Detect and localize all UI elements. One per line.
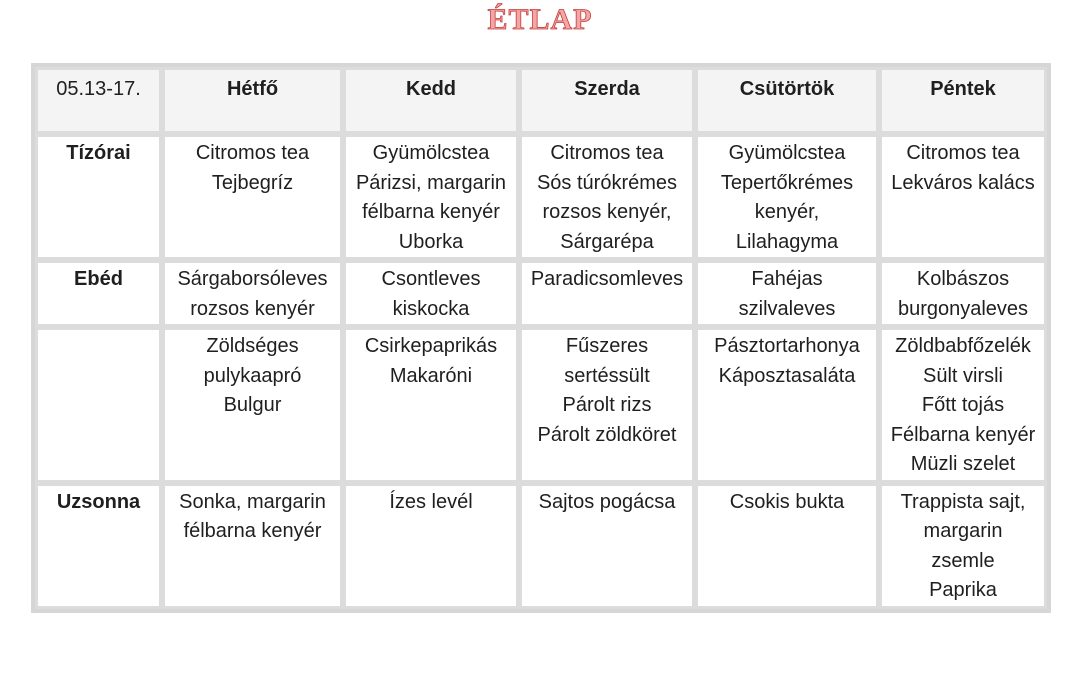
menu-cell bbox=[162, 483, 343, 609]
date-range-cell: 05.13-17. bbox=[35, 67, 162, 134]
menu-item-line: kenyér, bbox=[754, 201, 820, 223]
menu-item-line: Makaróni bbox=[389, 364, 473, 387]
page-title: ÉTLAP bbox=[487, 3, 593, 36]
menu-item-line: Paprika bbox=[929, 579, 997, 601]
menu-cell bbox=[695, 260, 879, 327]
menu-item-line: félbarna kenyér bbox=[183, 520, 322, 542]
menu-item-line: Pásztortarhonya bbox=[714, 335, 860, 357]
menu-cell bbox=[879, 260, 1047, 327]
menu-item-line: Bulgur bbox=[223, 394, 282, 416]
menu-item-line: Zöldbabfőzelék bbox=[895, 335, 1031, 357]
menu-item-line: burgonyaleves bbox=[897, 297, 1029, 320]
menu-item-line: Gyümölcstea bbox=[728, 142, 846, 164]
menu-item-line: zsemle bbox=[931, 549, 995, 572]
menu-item-line: rozsos kenyér bbox=[190, 297, 315, 320]
menu-item-line: Sonka, margarin bbox=[179, 490, 326, 513]
menu-item-line: Zöldséges bbox=[206, 335, 299, 357]
menu-item-line: Trappista sajt, bbox=[900, 490, 1026, 513]
menu-item-line: Félbarna kenyér bbox=[890, 423, 1036, 446]
menu-item-line: Sült virsli bbox=[922, 364, 1003, 387]
meal-label-cell: Uzsonna bbox=[35, 483, 162, 609]
menu-item-line: Csokis bukta bbox=[729, 490, 845, 513]
menu-cell bbox=[343, 483, 519, 609]
menu-table bbox=[31, 63, 1051, 613]
menu-item-line: Kolbászos bbox=[916, 268, 1010, 290]
menu-item-line: Uborka bbox=[398, 230, 464, 253]
day-header-thursday: Csütörtök bbox=[695, 67, 879, 134]
menu-item-line: Lilahagyma bbox=[735, 230, 839, 253]
menu-item-line: margarin bbox=[923, 520, 1003, 542]
meal-row-ebed-soup bbox=[35, 260, 1047, 327]
day-header-monday: Hétfő bbox=[162, 67, 343, 134]
menu-item-line: pulykaapró bbox=[203, 364, 302, 387]
menu-cell bbox=[879, 483, 1047, 609]
menu-cell bbox=[519, 134, 695, 260]
menu-cell bbox=[519, 327, 695, 483]
menu-item-line: Ízes levél bbox=[389, 490, 473, 513]
menu-item-line: Párolt zöldköret bbox=[537, 423, 677, 446]
menu-item-line: Tejbegríz bbox=[211, 171, 294, 194]
menu-item-line: Fahéjas bbox=[751, 268, 823, 290]
menu-item-line: Citromos tea bbox=[550, 142, 664, 164]
menu-cell bbox=[695, 134, 879, 260]
menu-item-line: Tepertőkrémes bbox=[720, 171, 854, 194]
menu-cell bbox=[519, 483, 695, 609]
menu-cell bbox=[162, 134, 343, 260]
menu-item-line: Müzli szelet bbox=[910, 453, 1016, 475]
menu-item-line: félbarna kenyér bbox=[362, 201, 500, 223]
menu-cell bbox=[162, 260, 343, 327]
menu-cell bbox=[343, 260, 519, 327]
menu-cell bbox=[343, 134, 519, 260]
menu-item-line: Káposztasaláta bbox=[718, 364, 856, 387]
menu-item-line: Párizsi, margarin bbox=[355, 171, 507, 194]
menu-item-line: Sárgarépa bbox=[560, 230, 654, 253]
day-header-tuesday: Kedd bbox=[343, 67, 519, 134]
menu-item-line: Citromos tea bbox=[195, 142, 310, 164]
menu-cell bbox=[343, 327, 519, 483]
menu-item-line: Gyümölcstea bbox=[372, 142, 490, 164]
menu-item-line: Csontleves bbox=[381, 268, 481, 290]
menu-cell bbox=[879, 327, 1047, 483]
menu-item-line: Lekváros kalács bbox=[891, 171, 1035, 194]
day-header-wednesday: Szerda bbox=[519, 67, 695, 134]
meal-label-cell bbox=[35, 327, 162, 483]
menu-item-line: Fűszeres bbox=[565, 335, 649, 357]
meal-row-ebed-main bbox=[35, 327, 1047, 483]
day-header-friday: Péntek bbox=[879, 67, 1047, 134]
meal-row-uzsonna bbox=[35, 483, 1047, 609]
menu-item-line: sertéssült bbox=[564, 364, 650, 387]
menu-item-line: kiskocka bbox=[392, 297, 470, 320]
menu-cell bbox=[695, 327, 879, 483]
menu-item-line: szilvaleves bbox=[738, 297, 836, 320]
menu-item-line: Sajtos pogácsa bbox=[538, 490, 676, 513]
menu-item-line: Paradicsomleves bbox=[530, 268, 684, 290]
menu-item-line: rozsos kenyér, bbox=[542, 201, 672, 223]
menu-cell bbox=[879, 134, 1047, 260]
header-row bbox=[35, 67, 1047, 134]
menu-item-line: Csirkepaprikás bbox=[364, 335, 498, 357]
menu-cell bbox=[519, 260, 695, 327]
menu-item-line: Citromos tea bbox=[906, 142, 1020, 164]
menu-item-line: Sós túrókrémes bbox=[536, 171, 678, 194]
menu-item-line: Sárgaborsóleves bbox=[177, 268, 328, 290]
menu-item-line: Párolt rizs bbox=[562, 394, 652, 416]
meal-label-cell: Tízórai bbox=[35, 134, 162, 260]
menu-item-line: Főtt tojás bbox=[921, 394, 1005, 416]
menu-cell bbox=[695, 483, 879, 609]
meal-label-cell: Ebéd bbox=[35, 260, 162, 327]
menu-cell bbox=[162, 327, 343, 483]
meal-row-tizorai bbox=[35, 134, 1047, 260]
